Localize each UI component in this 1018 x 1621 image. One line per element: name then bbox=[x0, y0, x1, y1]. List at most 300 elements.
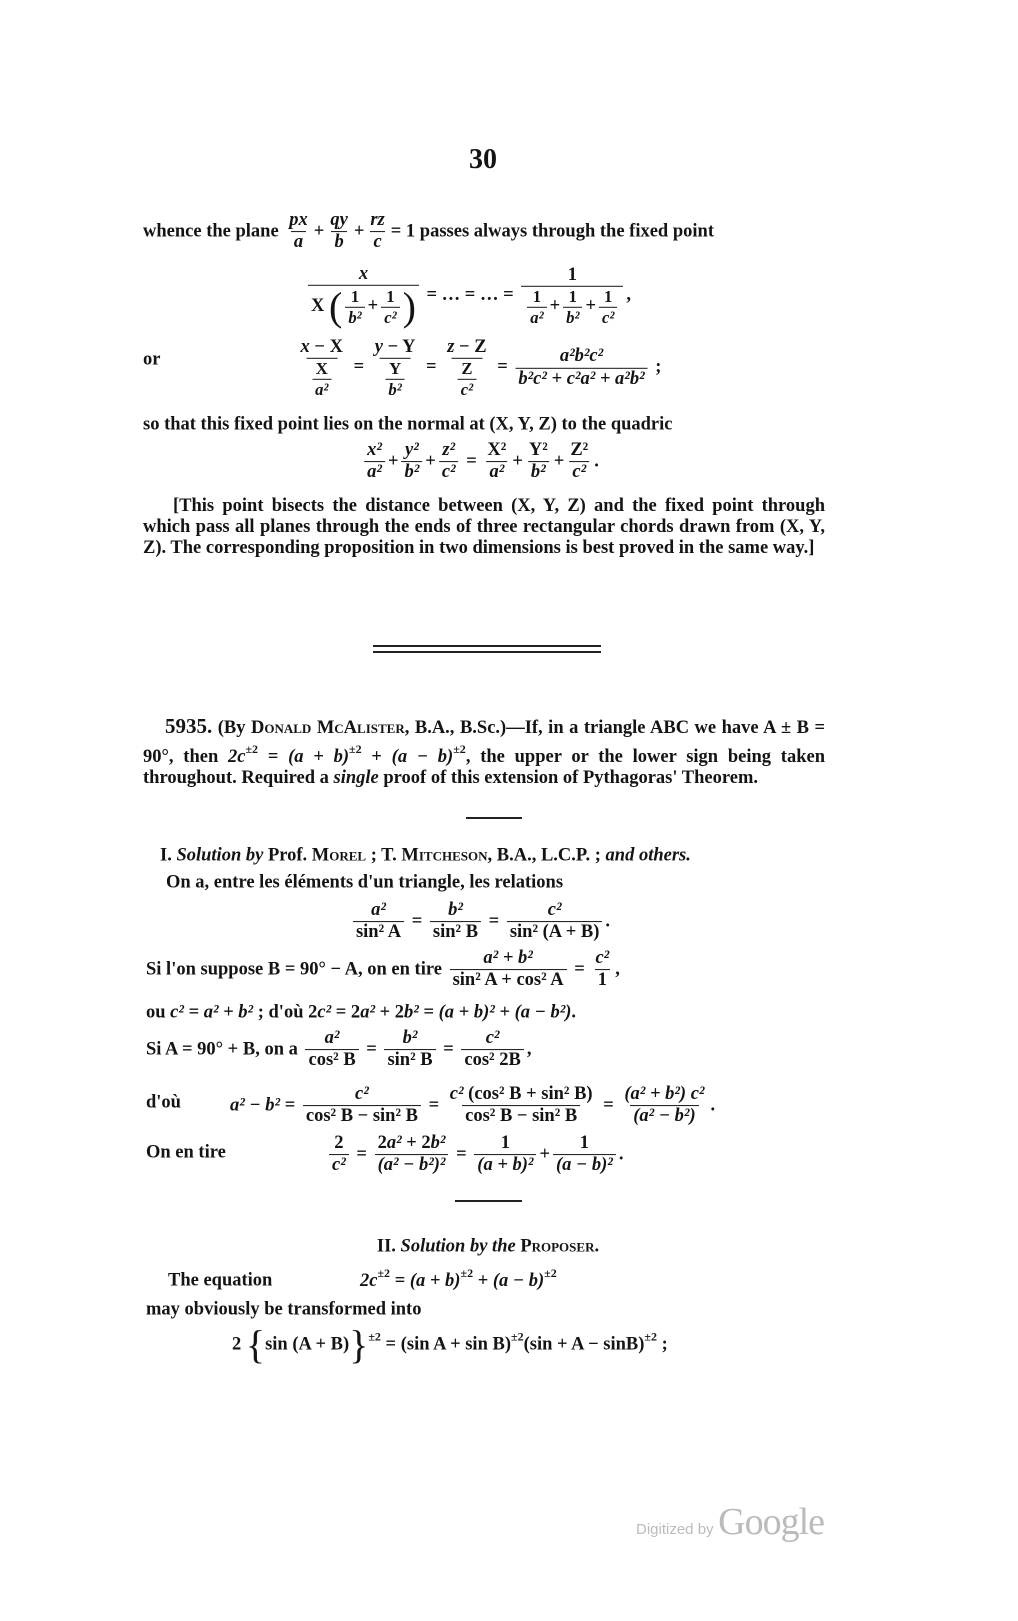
numerator bbox=[498, 1134, 513, 1154]
math-text: 1 bbox=[579, 1133, 590, 1154]
italic-text: a² bbox=[489, 462, 505, 483]
dou-label: d'où bbox=[146, 1092, 181, 1113]
sines-equation bbox=[350, 901, 610, 943]
italic-text: (a + b)² + (a − b²) bbox=[438, 1002, 572, 1023]
denominator bbox=[527, 307, 546, 326]
denominator bbox=[385, 379, 404, 398]
fraction bbox=[458, 360, 476, 398]
numerator bbox=[621, 1085, 707, 1105]
math-text: ; T. bbox=[366, 845, 402, 866]
author-name: Donald McAlister bbox=[251, 718, 405, 738]
math-text: (By bbox=[212, 718, 252, 738]
italic-text: b² bbox=[530, 462, 546, 483]
math-text: II. bbox=[376, 1236, 401, 1257]
italic-text: a² bbox=[530, 307, 544, 327]
numerator bbox=[352, 1085, 372, 1105]
math-text: sin² (A + B) bbox=[509, 922, 600, 943]
numerator bbox=[530, 288, 544, 306]
math-text: , B.A., L.C.P. ; bbox=[487, 845, 606, 866]
italic-text: single bbox=[333, 768, 379, 788]
italic-text: Solution by the bbox=[400, 1236, 516, 1257]
denominator bbox=[630, 1106, 698, 1127]
fraction bbox=[375, 1134, 449, 1176]
italic-text: a² bbox=[315, 379, 329, 399]
denominator bbox=[303, 1106, 421, 1127]
fraction bbox=[385, 360, 404, 398]
numerator bbox=[445, 901, 466, 921]
exponent: ±2 bbox=[368, 1329, 381, 1344]
on-a-sentence: On a, entre les éléments d'un triangle, les relations bbox=[166, 872, 564, 893]
math-text: . bbox=[618, 1144, 624, 1165]
fraction bbox=[553, 1134, 616, 1176]
denominator bbox=[452, 358, 482, 398]
math-text: ou bbox=[146, 1002, 171, 1023]
italic-text: c² bbox=[355, 1084, 369, 1105]
italic-text: z bbox=[447, 336, 455, 357]
dou-equation bbox=[230, 1085, 715, 1127]
denominator bbox=[458, 379, 476, 398]
numerator bbox=[356, 265, 371, 285]
math-text: = bbox=[461, 451, 482, 472]
author-name: Proposer. bbox=[520, 1236, 600, 1257]
fraction bbox=[308, 263, 419, 330]
ou-line bbox=[146, 1003, 576, 1024]
math-text: = bbox=[492, 357, 513, 378]
fraction bbox=[599, 288, 617, 326]
italic-text: b² bbox=[430, 1133, 446, 1154]
denominator bbox=[507, 922, 603, 943]
numerator bbox=[483, 1029, 503, 1049]
math-text: − Y bbox=[382, 336, 416, 357]
math-text: = bbox=[351, 1144, 372, 1165]
math-text: + bbox=[387, 451, 399, 472]
denominator bbox=[595, 970, 610, 991]
math-text: = bbox=[421, 357, 442, 378]
math-text: , bbox=[615, 959, 620, 980]
math-text: + bbox=[361, 747, 392, 767]
numerator bbox=[367, 211, 387, 231]
numerator bbox=[484, 441, 509, 461]
math-text: = bbox=[390, 1271, 410, 1291]
denominator bbox=[291, 232, 306, 253]
denominator bbox=[599, 307, 617, 326]
fraction bbox=[329, 1134, 349, 1176]
math-text: (sin + A − sinB) bbox=[523, 1334, 645, 1355]
numerator bbox=[545, 901, 565, 921]
italic-text: b bbox=[334, 232, 344, 253]
italic-text: (a² − b²)² bbox=[377, 1155, 446, 1176]
math-text: = bbox=[569, 959, 590, 980]
denominator bbox=[370, 232, 384, 253]
math-text: whence the plane bbox=[143, 221, 284, 242]
numerator bbox=[567, 441, 591, 461]
italic-text: 2c bbox=[360, 1271, 378, 1291]
short-rule-2 bbox=[455, 1200, 522, 1202]
italic-text: (a + b)² bbox=[477, 1155, 534, 1176]
exponent: ±2 bbox=[644, 1329, 658, 1344]
math-text: sin² B bbox=[387, 1050, 433, 1071]
denominator bbox=[305, 1050, 358, 1071]
so-that-sentence: so that this fixed point lies on the normal at (X, Y, Z) to the quadric bbox=[143, 414, 673, 435]
normal-equation bbox=[295, 338, 662, 398]
italic-text: (a − b) bbox=[492, 1271, 545, 1291]
denominator bbox=[381, 307, 399, 326]
quadric-equation bbox=[361, 441, 599, 483]
bracket: } bbox=[349, 1322, 369, 1367]
math-text: 1 bbox=[568, 287, 577, 307]
exponent: ±2 bbox=[460, 1266, 474, 1280]
numerator bbox=[400, 1029, 421, 1049]
math-text: = bbox=[361, 1039, 382, 1060]
math-text: sin² A + cos² A bbox=[452, 970, 564, 991]
italic-text: px bbox=[289, 210, 308, 231]
fraction bbox=[592, 949, 612, 991]
numerator bbox=[368, 901, 389, 921]
fraction bbox=[401, 441, 422, 483]
denominator bbox=[553, 1155, 616, 1176]
italic-text: (a − b) bbox=[391, 747, 454, 767]
bracket: ) bbox=[402, 284, 416, 330]
italic-text: a² − b² bbox=[230, 1095, 281, 1116]
italic-text: c² bbox=[384, 307, 397, 327]
italic-text: c² bbox=[572, 462, 587, 483]
plane-sentence bbox=[143, 211, 714, 253]
math-text: − Z bbox=[454, 336, 487, 357]
fraction bbox=[305, 1029, 358, 1071]
fraction bbox=[364, 441, 385, 483]
numerator bbox=[439, 441, 458, 461]
italic-text: b² bbox=[448, 900, 463, 921]
fraction bbox=[439, 441, 459, 483]
denominator bbox=[401, 462, 422, 483]
italic-text: z² bbox=[442, 440, 456, 461]
numerator bbox=[348, 288, 362, 306]
math-text: = bbox=[484, 911, 504, 932]
math-text: sin² A bbox=[355, 922, 402, 943]
denominator bbox=[528, 462, 549, 483]
numerator bbox=[601, 288, 615, 306]
math-text: ; bbox=[650, 357, 662, 378]
math-text: 1 bbox=[500, 1133, 510, 1154]
italic-text: b² bbox=[404, 1002, 419, 1023]
italic-text: rz bbox=[370, 210, 385, 231]
math-text: = bbox=[451, 1144, 472, 1165]
italic-text: and others. bbox=[605, 845, 691, 866]
numerator bbox=[298, 338, 346, 358]
numerator bbox=[566, 288, 580, 306]
si-a-line bbox=[146, 1029, 531, 1071]
may-obviously-sentence: may obviously be transformed into bbox=[146, 1299, 422, 1320]
math-text: = 2 bbox=[331, 1002, 361, 1023]
italic-text: c² bbox=[460, 379, 474, 399]
numerator bbox=[447, 1085, 596, 1105]
italic-text: y² bbox=[405, 440, 419, 461]
math-text: . bbox=[605, 911, 611, 932]
math-text: . bbox=[710, 1095, 716, 1116]
math-text: cos² B bbox=[308, 1050, 356, 1071]
fraction bbox=[384, 1029, 435, 1071]
italic-text: b² bbox=[348, 307, 362, 327]
italic-text: Solution by bbox=[176, 845, 264, 866]
denominator bbox=[486, 462, 507, 483]
math-text: I. bbox=[160, 845, 177, 866]
math-text: X bbox=[311, 296, 329, 317]
italic-text: c² = a² + b² bbox=[170, 1002, 254, 1023]
fraction bbox=[526, 441, 551, 483]
fraction bbox=[484, 441, 509, 483]
fraction bbox=[521, 266, 623, 326]
denominator bbox=[308, 284, 419, 330]
math-text: + bbox=[367, 296, 379, 317]
denominator bbox=[384, 1050, 435, 1071]
fraction bbox=[367, 211, 387, 253]
italic-text: y bbox=[374, 336, 383, 357]
math-text: − X bbox=[309, 336, 343, 357]
the-equation bbox=[360, 1266, 557, 1292]
problem-number: 5935. bbox=[165, 714, 213, 738]
denominator bbox=[331, 232, 346, 253]
math-text: 2 bbox=[334, 1133, 344, 1154]
italic-text: c² bbox=[602, 307, 615, 327]
italic-text: b² bbox=[404, 462, 420, 483]
denominator bbox=[379, 358, 410, 398]
math-text: 1 bbox=[532, 287, 542, 307]
math-text: = bbox=[348, 357, 369, 378]
fixed-point-equation bbox=[305, 263, 631, 330]
math-text: . bbox=[594, 451, 599, 472]
italic-text: 2c bbox=[228, 747, 246, 767]
math-text: cos² B − sin² B bbox=[305, 1106, 418, 1127]
italic-text: a²b²c² bbox=[559, 346, 604, 367]
bracket-note: [This point bisects the distance between (X, Y, Z) and the fixed point through which pass all planes through the ends of three rectangular chords drawn from (X, Y, Z). The corresponding proposition in two dimensions is best proved in the same way.] bbox=[143, 496, 825, 558]
exponent: ±2 bbox=[349, 742, 362, 756]
italic-text: x² bbox=[367, 440, 382, 461]
fraction bbox=[461, 1029, 523, 1071]
fraction bbox=[507, 901, 603, 943]
numerator bbox=[372, 338, 419, 358]
math-text: 1 bbox=[597, 970, 607, 991]
numerator bbox=[565, 266, 580, 286]
math-text: . bbox=[571, 1002, 577, 1023]
math-text: 2 bbox=[232, 1334, 246, 1355]
denominator bbox=[312, 379, 331, 398]
fraction bbox=[298, 338, 346, 398]
math-text: 1 bbox=[386, 287, 395, 307]
math-text: = bbox=[423, 1095, 444, 1116]
math-text: + bbox=[425, 451, 436, 472]
fraction bbox=[450, 949, 567, 991]
fraction bbox=[621, 1085, 707, 1127]
numerator bbox=[286, 211, 311, 231]
italic-text: c² bbox=[485, 1028, 500, 1049]
italic-text: x bbox=[300, 336, 310, 357]
google-logo-text: Google bbox=[718, 1501, 825, 1543]
italic-text: a² bbox=[386, 1133, 402, 1154]
numerator bbox=[322, 1029, 343, 1049]
math-text: Prof. bbox=[263, 845, 312, 866]
italic-text: c² bbox=[317, 1002, 332, 1023]
math-text: Z bbox=[461, 359, 473, 379]
fraction bbox=[563, 288, 582, 326]
math-text: + bbox=[585, 296, 596, 317]
math-text: Y bbox=[389, 359, 402, 379]
math-text: X bbox=[315, 359, 328, 379]
math-text: + bbox=[549, 296, 561, 317]
numerator bbox=[331, 1134, 346, 1154]
math-text: + bbox=[553, 451, 565, 472]
math-text: 1 bbox=[350, 287, 360, 307]
italic-text: x bbox=[358, 263, 369, 284]
double-rule-bottom bbox=[373, 651, 601, 653]
denominator bbox=[563, 307, 582, 326]
italic-text: c² bbox=[595, 948, 610, 969]
math-text: Y² bbox=[528, 440, 548, 461]
denominator bbox=[439, 462, 459, 483]
italic-text: (a² − b²) bbox=[633, 1106, 696, 1127]
exponent: ±2 bbox=[453, 742, 466, 756]
numerator bbox=[458, 360, 475, 378]
denominator bbox=[430, 922, 481, 943]
math-text: = bbox=[598, 1095, 619, 1116]
math-text: , bbox=[526, 1039, 532, 1060]
math-text: = 1 passes always through the fixed point bbox=[390, 221, 714, 242]
math-text: , the upper or the lower sign being taken throughout. Required a bbox=[143, 747, 825, 788]
fraction bbox=[286, 211, 311, 253]
or-label: or bbox=[143, 349, 161, 370]
math-text: + bbox=[353, 221, 365, 242]
math-text: = (sin A + sin B) bbox=[380, 1334, 511, 1355]
exponent: ±2 bbox=[511, 1329, 524, 1344]
numerator bbox=[557, 347, 606, 367]
denominator bbox=[353, 922, 404, 943]
math-text: Si l'on suppose B = 90° − A, on en tire bbox=[146, 959, 447, 980]
math-text: Z² bbox=[570, 440, 589, 461]
italic-text: a² bbox=[371, 900, 386, 921]
solution-1-heading bbox=[160, 846, 691, 867]
question-5935 bbox=[143, 716, 825, 789]
google-watermark bbox=[636, 1500, 824, 1544]
math-text: = bbox=[418, 1002, 439, 1023]
italic-text: (a² + b²) c² bbox=[624, 1084, 705, 1105]
math-text: 1 bbox=[567, 264, 577, 285]
math-text: sin² B bbox=[432, 922, 479, 943]
fraction bbox=[312, 360, 331, 398]
denominator bbox=[569, 462, 589, 483]
numerator bbox=[383, 288, 397, 306]
math-text: X² bbox=[487, 440, 507, 461]
italic-text: c² bbox=[441, 462, 456, 483]
fraction bbox=[327, 211, 350, 253]
italic-text: a bbox=[293, 232, 304, 253]
denominator bbox=[329, 1155, 349, 1176]
italic-text: a² + b² bbox=[483, 948, 533, 969]
the-equation-label: The equation bbox=[168, 1270, 273, 1291]
italic-text: (a + b) bbox=[288, 747, 350, 767]
digitized-by-text: Digitized by bbox=[636, 1521, 714, 1538]
numerator bbox=[313, 360, 331, 378]
fraction bbox=[372, 338, 419, 398]
math-text: 1 bbox=[604, 287, 613, 307]
math-text: = bbox=[258, 747, 289, 767]
math-text: 2 bbox=[377, 1133, 387, 1154]
short-rule bbox=[466, 817, 522, 819]
numerator bbox=[444, 338, 489, 358]
math-text: sin (A + B) bbox=[265, 1334, 350, 1355]
author-name: Mitcheson bbox=[401, 845, 488, 866]
exponent: ±2 bbox=[377, 1266, 391, 1280]
math-text: Si A = 90° + B, on a bbox=[146, 1039, 303, 1060]
denominator bbox=[474, 1155, 536, 1176]
numerator bbox=[577, 1134, 592, 1154]
italic-text: c² bbox=[332, 1155, 346, 1176]
exponent: ±2 bbox=[544, 1266, 557, 1280]
math-text: = bbox=[407, 911, 427, 932]
exponent: ±2 bbox=[245, 742, 259, 756]
math-text: , B.A., B.Sc.)—If, in a triangle ABC we have A ± B = 90°, then bbox=[143, 718, 825, 767]
on-en-tire-equation bbox=[326, 1134, 623, 1176]
math-text: proof of this extension of Pythagoras' Theorem. bbox=[378, 768, 759, 788]
solution-2-heading bbox=[377, 1237, 599, 1258]
math-text: + 2 bbox=[401, 1133, 431, 1154]
fraction bbox=[474, 1134, 536, 1176]
math-text: cos² 2B bbox=[464, 1050, 521, 1071]
italic-text: b² bbox=[402, 1028, 418, 1049]
bracket: ( bbox=[329, 284, 343, 330]
numerator bbox=[375, 1134, 449, 1154]
italic-text: c² bbox=[547, 900, 562, 921]
fraction bbox=[444, 338, 489, 398]
numerator bbox=[386, 360, 404, 378]
numerator bbox=[402, 441, 422, 461]
fraction bbox=[447, 1085, 596, 1127]
denominator bbox=[450, 970, 567, 991]
numerator bbox=[592, 949, 612, 969]
numerator bbox=[327, 211, 350, 231]
math-text: = bbox=[438, 1039, 459, 1060]
math-text: + 2 bbox=[374, 1002, 405, 1023]
math-text: + bbox=[512, 451, 523, 472]
math-text: + bbox=[539, 1144, 550, 1165]
fraction bbox=[567, 441, 591, 483]
si-lon-line bbox=[146, 949, 620, 991]
math-text: + bbox=[313, 221, 325, 242]
denominator bbox=[364, 462, 385, 483]
fraction bbox=[345, 288, 364, 326]
italic-text: b²c² + c²a² + a²b² bbox=[518, 368, 645, 389]
italic-text: a² bbox=[360, 1002, 375, 1023]
sin-equation bbox=[232, 1322, 668, 1367]
on-en-tire-label: On en tire bbox=[146, 1142, 226, 1163]
fraction bbox=[527, 288, 546, 326]
numerator bbox=[364, 441, 385, 461]
math-text: = bbox=[280, 1095, 300, 1116]
fraction bbox=[515, 347, 647, 389]
page-number: 30 bbox=[469, 144, 497, 175]
math-text: , bbox=[626, 285, 631, 306]
numerator bbox=[480, 949, 535, 969]
denominator bbox=[461, 1050, 523, 1071]
italic-text: c² bbox=[449, 1084, 464, 1105]
denominator bbox=[345, 307, 364, 326]
italic-text: b² bbox=[388, 379, 402, 399]
fraction bbox=[381, 288, 399, 326]
italic-text: b² bbox=[566, 307, 580, 327]
bracket: { bbox=[245, 1322, 266, 1367]
math-text: ; bbox=[657, 1334, 668, 1355]
italic-text: (a − b)² bbox=[556, 1155, 613, 1176]
denominator bbox=[521, 286, 623, 326]
fraction bbox=[353, 901, 404, 943]
